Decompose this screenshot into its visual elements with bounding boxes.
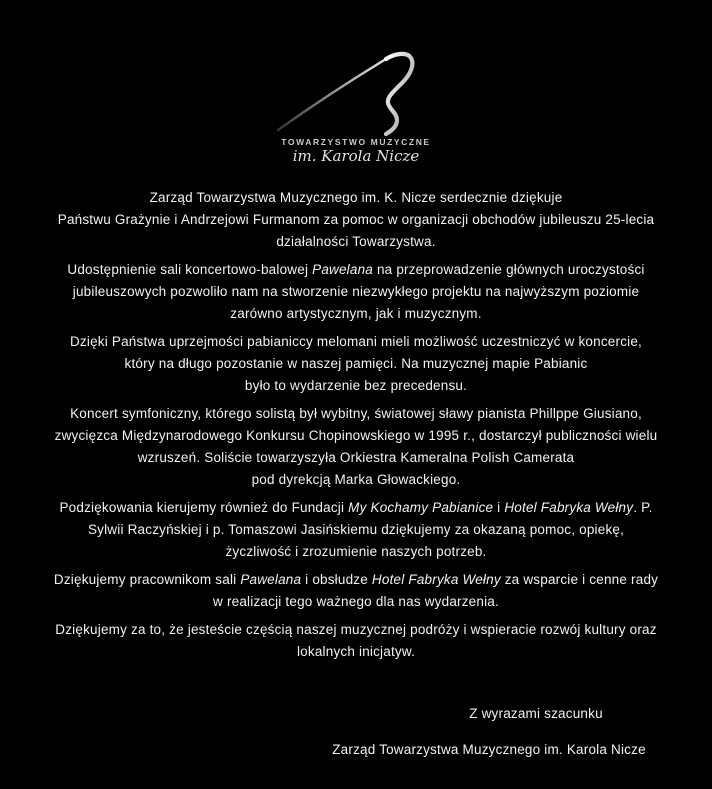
text-line: życzliwość i zrozumienie naszych potrzeb. (225, 544, 487, 559)
paragraph-7 (0, 619, 712, 663)
text-line: Zarząd Towarzystwa Muzycznego im. K. Nicze serdecznie dziękuje (149, 190, 563, 205)
paragraph-4 (0, 403, 712, 491)
text-line (0, 569, 712, 591)
text-line: było to wydarzenie bez precedensu. (244, 378, 468, 393)
logo (0, 0, 712, 165)
grand-piano-icon (276, 46, 436, 136)
text-segment: za wsparcie i cenne rady (500, 572, 659, 587)
text-segment: Udostępnienie sali koncertowo-balowej (67, 262, 313, 277)
signature-closing: Z wyrazami szacunku (469, 706, 603, 721)
text-line: działalności Towarzystwa. (276, 234, 436, 249)
letter-body (0, 187, 712, 663)
paragraph-6 (0, 569, 712, 613)
text-line: Dzięki Państwa uprzejmości pabianiccy melomani mieli możliwość uczestniczyć w koncercie, (69, 334, 643, 349)
venue-name: Pawelana (312, 262, 374, 277)
text-line: pod dyrekcją Marka Głowackiego. (251, 472, 461, 487)
text-line: który na długo pozostanie w naszej pamięci. Na muzycznej mapie Pabianic (124, 356, 588, 371)
text-line: Państwu Grażynie i Andrzejowi Furmanom za pomoc w organizacji obchodów jubileuszu 25-lecia (57, 212, 655, 227)
hotel-name: Hotel Fabryka Wełny (371, 572, 501, 587)
text-segment: na przeprowadzenie głównych uroczystości (373, 262, 645, 277)
logo-org-name: TOWARZYSTWO MUZYCZNE (281, 137, 431, 147)
hotel-name: Hotel Fabryka Wełny (504, 500, 634, 515)
paragraph-1 (0, 187, 712, 253)
text-line: Dziękujemy za to, że jesteście częścią naszej muzycznej podróży i wspieracie rozwój kultury oraz (55, 622, 657, 637)
logo-org-patron: im. Karola Nicze (292, 147, 420, 165)
text-line: zwycięzca Międzynarodowego Konkursu Chopinowskiego w 1995 r., dostarczył publiczności wielu (54, 428, 658, 443)
text-segment: Dziękujemy pracownikom sali (53, 572, 241, 587)
paragraph-2 (0, 259, 712, 325)
text-segment: i (493, 500, 505, 515)
text-line: Sylwii Raczyńskiej i p. Tomaszowi Jasińskiemu dziękujemy za okazaną pomoc, opiekę, (87, 522, 625, 537)
signature-block (0, 703, 712, 761)
signature-sender: Zarząd Towarzystwa Muzycznego im. Karola Nicze (332, 742, 646, 757)
text-line: wzruszeń. Soliście towarzyszyła Orkiestra Kameralna Polish Camerata (137, 450, 575, 465)
paragraph-5 (0, 497, 712, 563)
venue-name: Pawelana (240, 572, 302, 587)
text-line: jubileuszowych pozwoliło nam na stworzenie niezwykłego projektu na najwyższym poziomie (72, 284, 640, 299)
text-line: Koncert symfoniczny, którego solistą był wybitny, światowej sławy pianista Phillppe Giusiano, (70, 406, 642, 421)
text-line (0, 497, 712, 519)
text-line: zarówno artystycznym, jak i muzycznym. (230, 306, 482, 321)
text-line: w realizacji tego ważnego dla nas wydarzenia. (213, 594, 499, 609)
text-line: lokalnych inicjatyw. (296, 644, 416, 659)
text-segment: i obsłudze (301, 572, 372, 587)
text-segment: Podziękowania kierujemy również do Fundacji (59, 500, 349, 515)
foundation-name: My Kochamy Pabianice (348, 500, 494, 515)
paragraph-3 (0, 331, 712, 397)
text-line (0, 259, 712, 281)
text-segment: . P. (633, 500, 653, 515)
